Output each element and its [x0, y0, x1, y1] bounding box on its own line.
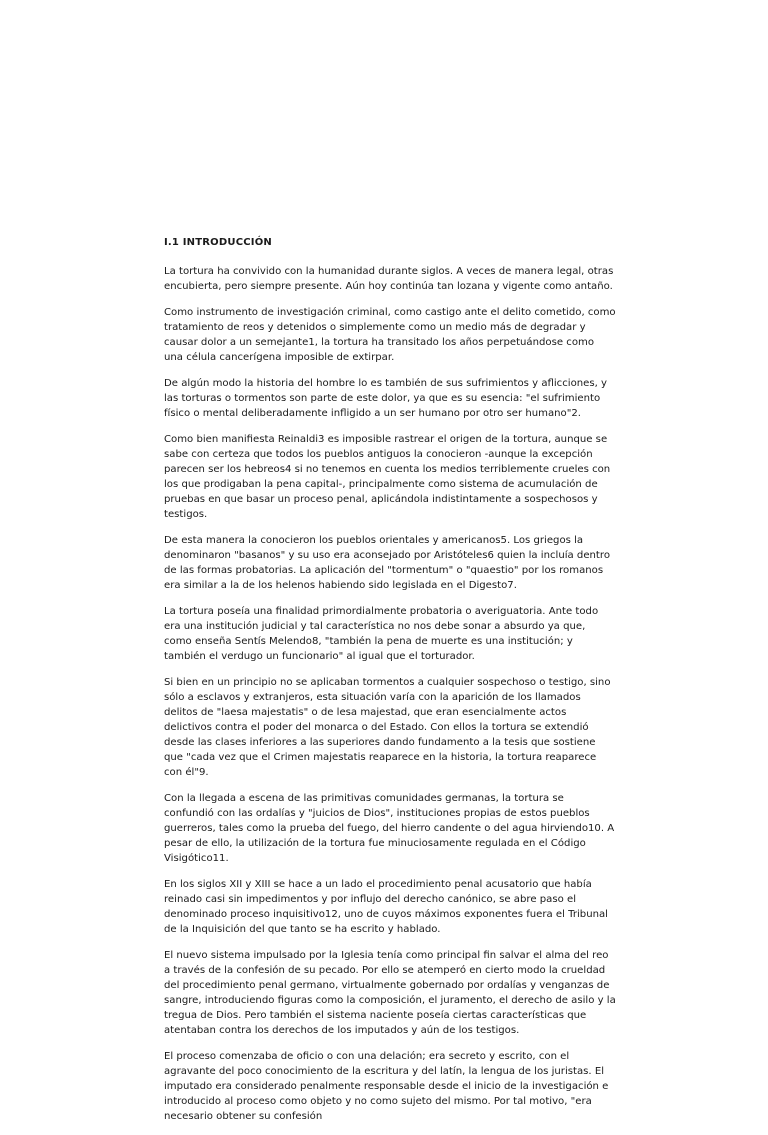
paragraph: El proceso comenzaba de oficio o con una delación; era secreto y escrito, con el agravante del poco conocimiento de la escritura y del latín, la lengua de los juristas. El imputado era considerado penalmente responsable desde el inicio de la investigación e introducido al proceso como objeto y no como sujeto del mismo. Por tal motivo, "era necesario obtener su confesión [164, 1051, 609, 1122]
paragraph: El nuevo sistema impulsado por la Iglesia tenía como principal fin salvar el alma del reo a través de la confesión de su pecado. Por ello se atemperó en cierto modo la crueldad del procedimiento penal germano, virtualmente gobernado por ordalías y venganzas de sangre, introduciendo figuras como la composición, el juramento, el derecho de asilo y la tregua de Dios. Pero también el sistema naciente poseía ciertas características que atentaban contra los derechos de los imputados y aún de los testigos. [164, 950, 616, 1036]
paragraph: De esta manera la conocieron los pueblos orientales y americanos5. Los griegos la denominaron "basanos" y su uso era aconsejado por Aristóteles6 quien la incluía dentro de las formas probatorias. La aplicación del "tormentum" o "quaestio" por los romanos era similar a la de los helenos habiendo sido legislada en el Digesto7. [164, 535, 610, 591]
document-page [164, 236, 616, 1135]
paragraph: La tortura poseía una finalidad primordialmente probatoria o averiguatoria. Ante todo era una institución judicial y tal característica no nos debe sonar a absurdo ya que, como enseña Sentís Melendo8, "también la pena de muerte es una institución; y también el verdugo un funcionario" al igual que el torturador. [164, 606, 599, 662]
paragraph: Como bien manifiesta Reinaldi3 es imposible rastrear el origen de la tortura, aunque se sabe con certeza que todos los pueblos antiguos la conocieron -aunque la excepción parecen ser los hebreos4 si no tenemos en cuenta los medios terriblemente crueles con los que prodigaban la pena capital-, principalmente como sistema de acumulación de pruebas en que basar un proceso penal, aplicándola indistintamente a sospechosos y testigos. [164, 434, 611, 520]
paragraph: Como instrumento de investigación criminal, como castigo ante el delito cometido, como tratamiento de reos y detenidos o simplemente como un medio más de degradar y causar dolor a un semejante1, la tortura ha transitado los años perpetuándose como una célula cancerígena imposible de extirpar. [164, 307, 616, 363]
paragraph: Con la llegada a escena de las primitivas comunidades germanas, la tortura se confundió con las ordalías y "juicios de Dios", instituciones propias de estos pueblos guerreros, tales como la prueba del fuego, del hierro candente o del agua hirviendo10. A pesar de ello, la utilización de la tortura fue minuciosamente regulada en el Código Visigótico11. [164, 793, 615, 864]
paragraph: De algún modo la historia del hombre lo es también de sus sufrimientos y aflicciones, y las torturas o tormentos son parte de este dolor, ya que es su esencia: "el sufrimiento físico o mental deliberadamente infligido a un ser humano por otro ser humano"2. [164, 378, 608, 419]
paragraph: La tortura ha convivido con la humanidad durante siglos. A veces de manera legal, otras encubierta, pero siempre presente. Aún hoy continúa tan lozana y vigente como antaño. [164, 266, 614, 292]
paragraph: En los siglos XII y XIII se hace a un lado el procedimiento penal acusatorio que había reinado casi sin impedimentos y por influjo del derecho canónico, se abre paso el denominado proceso inquisitivo12, uno de cuyos máximos exponentes fuera el Tribunal de la Inquisición del que tanto se ha escrito y hablado. [164, 879, 608, 935]
paragraph: Si bien en un principio no se aplicaban tormentos a cualquier sospechoso o testigo, sino sólo a esclavos y extranjeros, esta situación varía con la aparición de los llamados delitos de "laesa majestatis" o de lesa majestad, que eran esencialmente actos delictivos contra el poder del monarca o del Estado. Con ellos la tortura se extendió desde las clases inferiores a las superiores dando fundamento a la tesis que sostiene que "cada vez que el Crimen majestatis reaparece en la historia, la tortura reaparece con él"9. [164, 677, 611, 778]
section-title: I.1 INTRODUCCIÓN [164, 237, 272, 248]
